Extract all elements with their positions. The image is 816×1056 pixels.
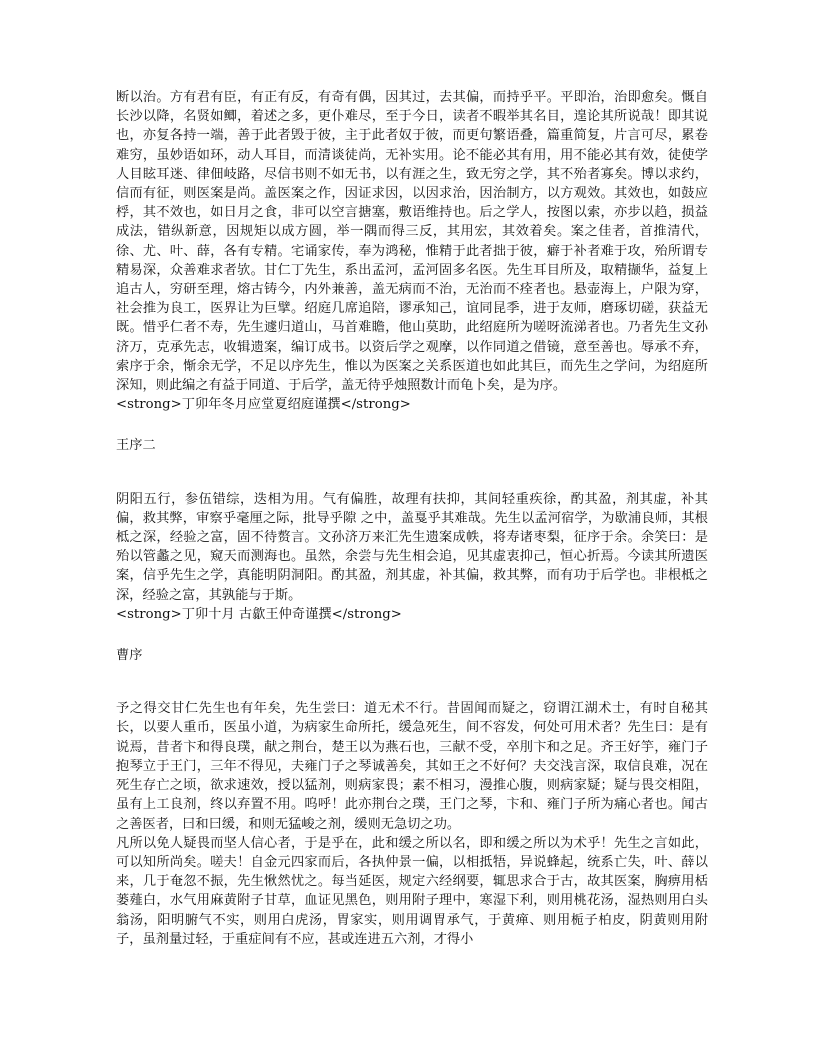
cao-preface-heading: 曹序 xyxy=(116,648,143,664)
cao-preface-paragraph: 予之得交甘仁先生也有年矣，先生尝曰：道无术不行。昔固闻而疑之，窃谓江湖术士，有时自秘其长，以要人重币，医虽小道，为病家生命所托，缓急死生，间不容发，何处可用术者？先生曰：是有说焉，昔者卞和得良璞，献之荆台，楚王以为燕石也，三献不受，卒刖卞和之足。齐王好竽，雍门子抱琴立于王门，三年不得见，夫雍门子之琴诚善矣，其如王之不好何？夫交浅言深，取信良难，况在死生存亡之顷，欲求速效，授以猛剂，则病家畏；素不相习，漫推心腹，则病家疑；疑与畏交相阻，虽有上工良剂，终以弃置不用。呜呼！此亦荆台之璞，王门之琴，卞和、雍门子所为痛心者也。闻古之善医者，曰和曰缓，和则无猛峻之剂，缓则无急切之功。 xyxy=(116,701,708,832)
wang-preface-section xyxy=(116,436,708,624)
wang-preface-paragraph: 阴阳五行，参伍错综，迭相为用。气有偏胜，故理有扶抑，其间轻重疾徐，酌其盈，剂其虚，补其偏，救其弊，审察乎毫厘之际，批导乎隙 之中，盖戛乎其难哉。先生以孟河宿学，为歇浦良师，其根柢之深，经验之富，固不待赘言。文孙济万来汇先生遗案成帙，将寿诸枣梨，征序于余。余笑曰：是殆以管蠡之见，窥天而测海也。虽然，余尝与先生相会追，见其虚衷抑己，恒心折焉。今读其所遗医案，信乎先生之学，真能明阴洞阳。酌其盈，剂其虚，补其偏，救其弊，而有功于后学也。非根柢之深，经验之富，其孰能与于斯。 xyxy=(116,491,708,603)
document-page xyxy=(116,88,708,949)
xia-preface-section xyxy=(116,88,708,414)
xia-preface-signature: <strong>丁卯年冬月应堂夏绍庭谨撰</strong> xyxy=(116,397,411,413)
xia-preface-paragraph: 断以治。方有君有臣，有正有反，有奇有偶，因其过，去其偏，而持乎平。平即治，治即愈矣。慨自长沙以降，名贤如鲫，着述之多，更仆难尽，至于今日，读者不暇举其名目，遑论其所说哉！即其说也，亦复各持一端，善于此者毁于彼，主于此者奴于彼，而更句繁语叠，篇重简复，片言可尽，累卷难穷，虽妙语如环，动人耳目，而清谈徒尚，无补实用。论不能必其有用，用不能必其有效，徒使学人目眩耳迷、律佃岐路，尽信书则不如无书，以有涯之生，致无穷之学，其不殆者寡矣。博以求约，信而有征，则医案是尚。盖医案之作，因证求因，以因求治，因治制方，以方观效。其效也，如鼓应桴，其不效也，如日月之食，非可以空言搪塞，敷语维持也。后之学人，按图以索，亦步以趋，损益成法，错纵新意，因规矩以成方圆，举一隅而得三反，其用宏，其效着矣。案之佳者，首推清代，徐、尤、叶、薛，各有专精。宅诵家传，奉为鸿秘，惟精于此者拙于彼，癖于补者难于攻，殆所谓专精易深，众善难求者欤。甘仁丁先生，系出孟河，孟河固多名医。先生耳目所及，取精撷华，益复上追古人，穷研至理，熔古铸今，内外兼善，盖无病而不治，无治而不痊者也。悬壶海上，户限为穿，社会推为良工，医界让为巨擘。绍庭几席追陪，谬承知己，谊同昆季，进于友师，磨琢切磋，获益无既。惜乎仁者不寿，先生遽归道山，马首难瞻，他山莫助，此绍庭所为嗟呀流涕者也。乃者先生文孙济万，克承先志，收辑遗案，编订成书。以资后学之观摩，以作同道之借镜，意至善也。辱承不弃，索序于余，惭余无学，不足以序先生，惟以为医案之关系医道也如此其巨，而先生之学问，为绍庭所深知，则此编之有益于同道、于后学，盖无待乎烛照数计而龟卜矣，是为序。 xyxy=(116,90,708,394)
wang-preface-heading: 王序二 xyxy=(116,438,156,454)
cao-preface-section xyxy=(116,646,708,949)
wang-preface-signature: <strong>丁卯十月 古歙王仲奇谨撰</strong> xyxy=(116,606,402,622)
cao-preface-paragraph: 凡所以免人疑畏而坚人信心者，于是乎在，此和缓之所以名，即和缓之所以为术乎！先生之言如此，可以知所尚矣。嗟夫！自金元四家而后，各执仲景一偏，以相抵牾，异说蜂起，统系亡失，叶、薛以来，几于奄忽不振，先生愀然忧之。每当延医，规定六经纲要，辄思求合于古，故其医案，胸痹用栝蒌薤白，水气用麻黄附子甘草，血证见黑色，则用附子理中，寒湿下利，则用桃花汤，湿热则用白头翁汤，阳明腑气不实，则用白虎汤，胃家实，则用调胃承气，于黄瘅、则用栀子柏皮，阴黄则用附子，虽剂量过轻，于重症间有不应，甚或连进五六剂，才得小 xyxy=(116,835,708,947)
